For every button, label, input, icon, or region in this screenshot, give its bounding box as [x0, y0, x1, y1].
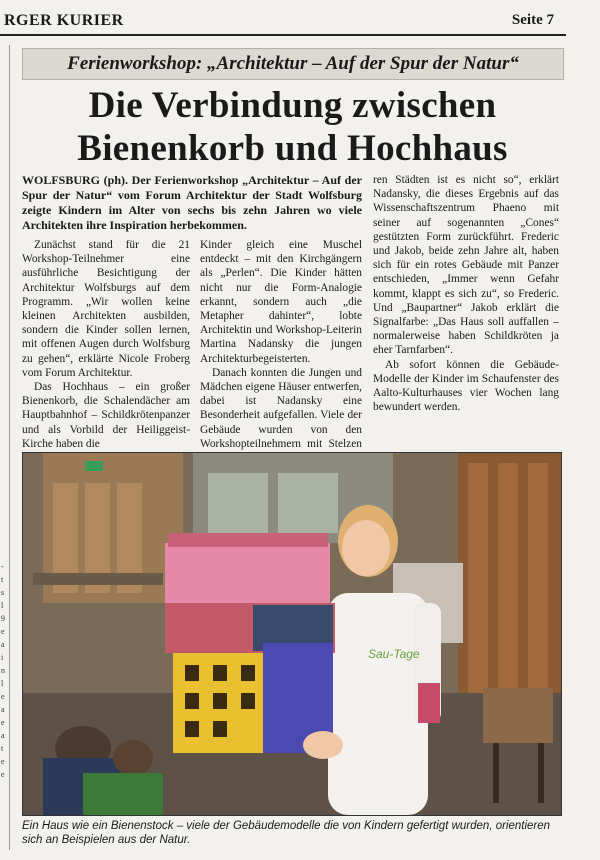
strip-char: s	[1, 588, 5, 597]
body-column-2	[200, 238, 362, 465]
publication-name: RGER KURIER	[4, 12, 124, 29]
strip-char: l	[1, 601, 4, 610]
photo-caption: Ein Haus wie ein Bienenstock – viele der Gebäudemodelle die von Kindern gefertigt wurden, orientieren sich an Beispielen aus der Natur.	[22, 820, 551, 846]
headline-line-2: Bienenkorb und Hochhaus	[77, 128, 508, 169]
article-photo	[22, 452, 562, 816]
body-paragraph: Zunächst stand für die 21 Workshop-Teilnehmer eine ausführliche Besichtigung der Architektur Wolfsburgs auf dem Programm. „Wir wollen keine kleinen Architekten ausbilden, sondern die Kinder sollen lernen, mit offenen Augen durch Wolfsburg zu gehen“, erklärte Nicole Froberg vom Forum Architektur.	[22, 239, 190, 379]
article-headline	[20, 84, 565, 170]
body-paragraph: Ab sofort können die Gebäude-Modelle der Kinder im Schaufenster des Aalto-Kulturhauses vier Wochen lang bewundert werden.	[373, 358, 559, 414]
body-paragraph: Danach konnten die Jungen und Mädchen eigene Häuser entwerfen, dabei ist Nadansky eine Besonderheit aufgefallen. Viele der Gebäude wurden von den Workshopteilnehmern mit Stelzen	[200, 366, 362, 450]
article-lead: WOLFSBURG (ph). Der Ferienworkshop „Architektur – Auf der Spur der Natur“ vom Forum Architektur der Stadt Wolfsburg zeigte Kindern im Alter von sechs bis zehn Jahren wo viele Architekten ihre Inspiration herbekommen.	[22, 173, 362, 232]
strip-char: a	[1, 731, 5, 740]
body-paragraph: Das Hochhaus – ein großer Bienenkorb, die Schalendächer am Hauptbahnhof – Schildkrötenpanzer und als Vorbild der Heiliggeist-Kirche haben die	[22, 381, 190, 450]
strip-char: t	[1, 744, 4, 753]
strip-char: e	[1, 770, 5, 779]
strip-char: a	[1, 705, 5, 714]
masthead	[0, 8, 566, 36]
article-kicker: Ferienworkshop: „Architektur – Auf der Spur der Natur“	[22, 48, 564, 80]
strip-char: t	[1, 575, 4, 584]
strip-char: a	[1, 640, 5, 649]
page-number: Seite 7	[511, 12, 554, 28]
adjacent-column-fragments	[1, 560, 10, 781]
strip-char: 9	[1, 614, 5, 623]
headline-line-1: Die Verbindung zwischen	[88, 85, 497, 126]
body-paragraph: Kinder gleich eine Muschel entdeckt – mit den Kirchgängern als „Perlen“. Die Kinder hätten nicht nur die Form-Analogie erkannt, sondern auch „die Metapher dahinter“, lobte Architektin und Workshop-Leiterin Martina Nadansky die jungen Architekturbegeisterten.	[200, 239, 362, 365]
strip-char: i	[1, 653, 4, 662]
strip-char: e	[1, 627, 5, 636]
body-paragraph: ren Städten ist es nicht so“, erklärt Nadansky, die dieses Ergebnis auf das Wissenschaftszentrum Phaeno mit seiner auf sogenannten „Cones“ gestützten Form zurückführt. Frederic und Jakob, beide zehn Jahre alt, haben sich für ein rotes Gebäude mit Panzer entschieden, „Immer wenn Gefahr kommt, klappt es sich zu“, so Frederic. Und „Baupartner“ Jakob erklärt die Signalfarbe: „Das Haus soll auffallen – normalerweise haben Schildkröten ja eher Tarnfarben“.	[373, 174, 559, 357]
strip-char: e	[1, 757, 5, 766]
strip-char: -	[1, 562, 4, 571]
strip-char: n	[1, 666, 5, 675]
strip-char: e	[1, 718, 5, 727]
shirt-print: Sau-Tage	[368, 647, 420, 661]
strip-char: e	[1, 692, 5, 701]
body-column-1	[22, 238, 190, 451]
body-column-3	[373, 173, 559, 414]
strip-char: l	[1, 679, 4, 688]
